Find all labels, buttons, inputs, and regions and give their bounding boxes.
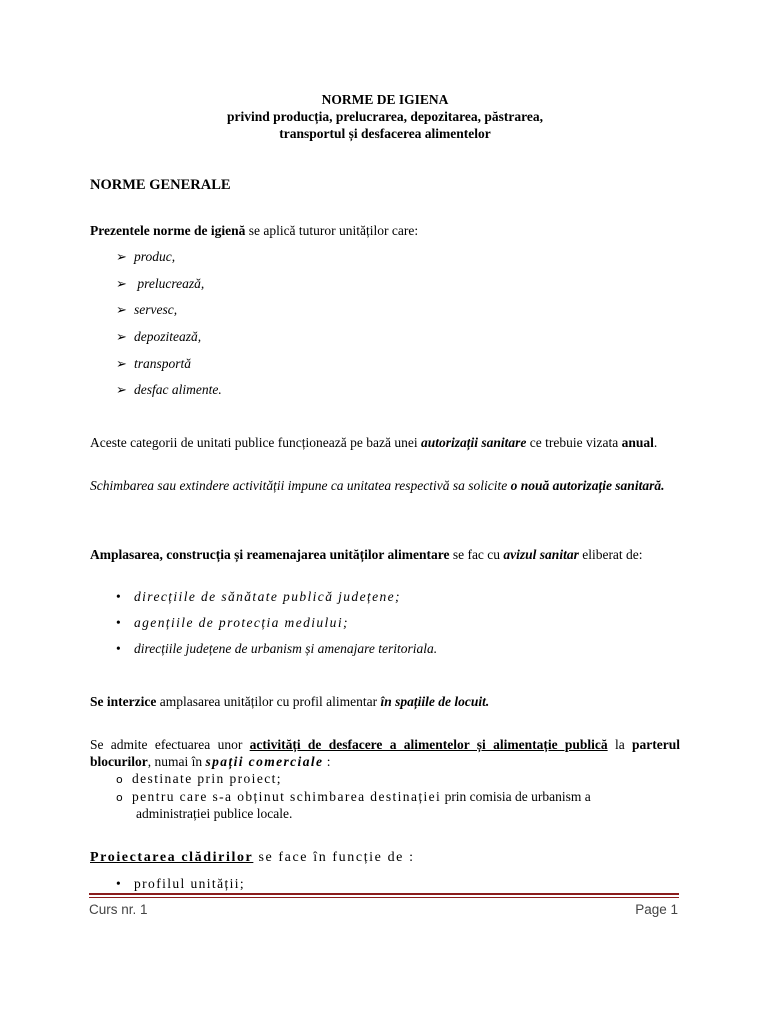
bullet-icon: •: [116, 641, 121, 656]
text-run: Schimbarea sau extindere activității impune ca unitatea respectivă sa solicite: [90, 478, 511, 493]
annual-term: anual: [621, 435, 654, 450]
activity-text: transportă: [134, 356, 192, 371]
activity-item: [116, 382, 222, 398]
document-title: [90, 91, 680, 142]
condition-item: [116, 789, 680, 805]
text-run: Aceste categorii de unitati publice funcționează pe bază unei: [90, 435, 421, 450]
condition-text: prin comisia de urbanism a: [441, 789, 591, 804]
arrow-bullet-icon: ➢: [116, 249, 127, 264]
activity-item: [116, 329, 201, 345]
circle-bullet-icon: o: [116, 773, 125, 786]
footer-course: Curs nr. 1: [89, 902, 148, 917]
title-line-2: privind producția, prelucrarea, depozitarea, păstrarea,: [227, 109, 543, 124]
text-run: , numai în: [147, 754, 206, 769]
design-paragraph: [90, 850, 415, 866]
design-item: [116, 876, 245, 892]
title-line-3: transportul și desfacerea alimentelor: [279, 126, 491, 141]
section-heading: NORME GENERALE: [90, 177, 231, 193]
text-run: ce trebuie vizata: [526, 435, 622, 450]
title-line-1: NORME DE IGIENA: [321, 92, 449, 107]
text-run: eliberat de:: [578, 547, 643, 562]
activity-text: produc,: [134, 249, 176, 264]
location-paragraph: [90, 546, 680, 563]
commercial-spaces-term: spații comerciale: [205, 754, 324, 769]
sanitary-notice-term: avizul sanitar: [503, 547, 579, 562]
text-run: .: [653, 435, 658, 450]
activity-item: [116, 249, 175, 265]
issuer-text: direcțiile județene de urbanism și amenajare teritoriala.: [134, 641, 438, 656]
design-item-text: profilul unității;: [134, 876, 246, 891]
condition-text: destinate prin proiect;: [132, 771, 282, 786]
issuer-text: direcțiile de sănătate publică județene;: [134, 589, 401, 604]
issuer-text: agențiile de protecția mediului;: [134, 615, 349, 630]
activity-text: depozitează,: [134, 329, 202, 344]
circle-bullet-icon: o: [116, 791, 123, 804]
activity-item: [116, 302, 177, 318]
bullet-icon: •: [116, 589, 123, 604]
intro-rest: se aplică tuturor unităților care:: [245, 223, 419, 238]
authorization-paragraph: [90, 434, 680, 451]
text-run: amplasarea unităților cu profil alimentar: [156, 694, 381, 709]
issuer-item: [116, 615, 349, 631]
text-run: Se admite efectuarea unor: [90, 737, 250, 752]
condition-text: pentru care s-a obținut schimbarea destinației: [132, 789, 442, 804]
arrow-bullet-icon: ➢: [116, 329, 127, 344]
activity-text: prelucrează,: [134, 276, 205, 291]
allowed-paragraph: [90, 736, 680, 770]
arrow-bullet-icon: ➢: [116, 302, 127, 317]
activity-text: servesc,: [134, 302, 178, 317]
change-paragraph: [90, 477, 680, 494]
building-design-term: Proiectarea clădirilor: [90, 850, 254, 865]
ground-floor-term: parterul blocurilor: [90, 737, 680, 769]
forbidden-term: Se interzice: [90, 694, 157, 709]
bullet-icon: •: [116, 876, 123, 891]
condition-continuation: administrației publice locale.: [136, 806, 293, 821]
allowed-activities-term: activități de desfacere a alimentelor și alimentație publică: [249, 737, 608, 752]
arrow-bullet-icon: ➢: [116, 382, 127, 397]
text-run: se fac cu: [449, 547, 504, 562]
forbidden-paragraph: [90, 693, 489, 710]
bullet-icon: •: [116, 615, 123, 630]
authorization-term: autorizații sanitare: [420, 435, 527, 450]
condition-item: [116, 771, 282, 787]
activity-item: [116, 356, 191, 372]
footer-divider: [89, 897, 679, 898]
issuer-item: [116, 589, 401, 605]
activity-item: [116, 276, 204, 292]
new-authorization-term: o nouă autorizație sanitară.: [510, 478, 665, 493]
activity-text: desfac alimente.: [134, 382, 222, 397]
arrow-bullet-icon: ➢: [116, 276, 127, 291]
text-run: la: [607, 737, 632, 752]
footer-page-number: Page 1: [635, 902, 678, 917]
living-spaces-term: în spațiile de locuit.: [380, 694, 490, 709]
intro-bold: Prezentele norme de igienă: [90, 223, 246, 238]
location-term: Amplasarea, construcția și reamenajarea unităților alimentare: [90, 547, 450, 562]
intro-paragraph: [90, 222, 418, 239]
arrow-bullet-icon: ➢: [116, 356, 127, 371]
text-run: se face în funcție de :: [253, 850, 415, 865]
issuer-item: [116, 641, 437, 657]
footer-divider: [89, 893, 679, 895]
text-run: :: [323, 754, 331, 769]
